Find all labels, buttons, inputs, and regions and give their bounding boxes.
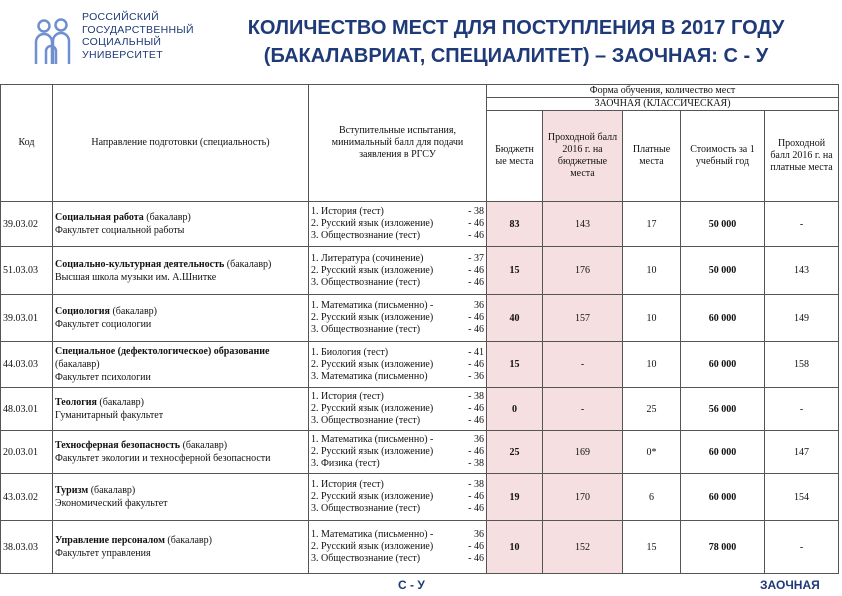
cell-budget: 25	[487, 431, 543, 474]
header-form: Форма обучения, количество мест	[487, 85, 839, 98]
exam-subject: 2. Русский язык (изложение)	[311, 358, 434, 370]
cell-direction	[53, 342, 309, 388]
cell-exams	[309, 247, 487, 295]
exam-score: - 38	[468, 479, 484, 490]
cell-exams	[309, 474, 487, 521]
exam-subject: 1. Математика (письменно) -	[311, 529, 434, 540]
faculty-name: Факультет управления	[55, 548, 151, 559]
cell-budget: 83	[487, 202, 543, 247]
header-budget: Бюджетн ые места	[487, 111, 543, 202]
cell-paid: 17	[623, 202, 681, 247]
page-title	[196, 14, 836, 70]
exam-line	[311, 230, 484, 242]
exam-score: - 38	[468, 458, 484, 469]
exam-line	[311, 265, 484, 277]
exam-subject: 3. Обществознание (тест)	[311, 324, 421, 335]
exam-subject: 2. Русский язык (изложение)	[311, 446, 434, 457]
exam-subject: 3. Математика (письменно)	[311, 370, 428, 382]
exam-subject: 2. Русский язык (изложение)	[311, 403, 434, 414]
exam-line	[311, 529, 484, 541]
cell-code: 20.03.01	[1, 431, 53, 474]
exam-line	[311, 391, 484, 403]
exam-subject: 2. Русский язык (изложение)	[311, 218, 434, 229]
header-code: Код	[1, 85, 53, 202]
footer-range: С - У	[398, 578, 425, 592]
direction-name: Теология	[55, 397, 97, 408]
exam-subject: 1. Математика (письменно) -	[311, 434, 434, 445]
cell-code: 44.03.03	[1, 342, 53, 388]
cell-pass-paid: 143	[765, 247, 839, 295]
cell-direction	[53, 295, 309, 342]
cell-code: 38.03.03	[1, 521, 53, 574]
exam-line	[311, 458, 484, 470]
cell-direction	[53, 521, 309, 574]
exam-score: - 36	[468, 370, 484, 382]
exam-subject: 3. Обществознание (тест)	[311, 230, 421, 241]
logo-line: ГОСУДАРСТВЕННЫЙ	[82, 23, 194, 36]
table-row	[1, 247, 839, 295]
logo-figures-icon	[32, 18, 76, 70]
cell-paid: 10	[623, 295, 681, 342]
logo-text	[82, 11, 194, 61]
logo-line: УНИВЕРСИТЕТ	[82, 48, 163, 61]
cell-exams	[309, 202, 487, 247]
faculty-name: Высшая школа музыки им. А.Шнитке	[55, 271, 217, 283]
exam-line	[311, 553, 484, 565]
direction-title	[55, 484, 306, 497]
cell-cost: 50 000	[681, 247, 765, 295]
cell-exams	[309, 388, 487, 431]
table-row	[1, 202, 839, 247]
table-row	[1, 342, 839, 388]
exam-line	[311, 206, 484, 218]
cell-pass-paid: 149	[765, 295, 839, 342]
cell-code: 51.03.03	[1, 247, 53, 295]
exam-line	[311, 300, 484, 312]
exam-subject: 3. Обществознание (тест)	[311, 276, 421, 288]
table-row	[1, 388, 839, 431]
exam-line	[311, 312, 484, 324]
exam-line	[311, 491, 484, 503]
cell-exams	[309, 431, 487, 474]
exam-score: - 46	[468, 446, 484, 457]
exam-subject: 1. История (тест)	[311, 391, 384, 402]
cell-paid: 6	[623, 474, 681, 521]
faculty-name: Факультет социальной работы	[55, 225, 185, 236]
direction-title	[55, 258, 306, 271]
cell-paid: 15	[623, 521, 681, 574]
exam-line	[311, 277, 484, 289]
cell-direction	[53, 431, 309, 474]
exam-score: 36	[474, 434, 484, 445]
cell-budget: 40	[487, 295, 543, 342]
exam-line	[311, 446, 484, 458]
direction-level: (бакалавр)	[224, 258, 272, 270]
cell-budget: 15	[487, 342, 543, 388]
exam-line	[311, 403, 484, 415]
cell-direction	[53, 247, 309, 295]
cell-code: 43.03.02	[1, 474, 53, 521]
direction-level: (бакалавр)	[88, 485, 136, 496]
cell-pass-budget: 170	[543, 474, 623, 521]
cell-budget: 15	[487, 247, 543, 295]
exam-score: - 46	[468, 358, 484, 370]
exam-score: - 38	[468, 206, 484, 217]
direction-name: Туризм	[55, 485, 89, 496]
title-line-1: КОЛИЧЕСТВО МЕСТ ДЛЯ ПОСТУПЛЕНИЯ В 2017 ГОДУ	[247, 17, 785, 39]
exam-subject: 2. Русский язык (изложение)	[311, 541, 434, 552]
cell-pass-paid: -	[765, 202, 839, 247]
cell-code: 39.03.01	[1, 295, 53, 342]
cell-paid: 10	[623, 342, 681, 388]
university-logo	[32, 8, 212, 80]
exam-line	[311, 359, 484, 371]
direction-title	[55, 439, 306, 452]
exam-line	[311, 218, 484, 230]
cell-code: 39.03.02	[1, 202, 53, 247]
cell-paid: 10	[623, 247, 681, 295]
table-row	[1, 474, 839, 521]
header-mode: ЗАОЧНАЯ (КЛАССИЧЕСКАЯ)	[487, 98, 839, 111]
cell-pass-budget: -	[543, 342, 623, 388]
exam-subject: 1. Литература (сочинение)	[311, 252, 424, 264]
direction-title	[55, 305, 306, 318]
cell-pass-paid: 147	[765, 431, 839, 474]
faculty-name: Экономический факультет	[55, 498, 168, 509]
exam-subject: 2. Русский язык (изложение)	[311, 264, 434, 276]
cell-code: 48.03.01	[1, 388, 53, 431]
table-row	[1, 431, 839, 474]
exam-line	[311, 503, 484, 515]
cell-pass-paid: -	[765, 388, 839, 431]
exam-score: - 46	[468, 230, 484, 241]
exam-line	[311, 434, 484, 446]
header-cost: Стоимость за 1 учебный год	[681, 111, 765, 202]
faculty-name: Факультет психологии	[55, 372, 151, 383]
exam-subject: 3. Физика (тест)	[311, 458, 380, 469]
exam-subject: 3. Обществознание (тест)	[311, 553, 421, 564]
exam-line	[311, 479, 484, 491]
exam-line	[311, 347, 484, 359]
cell-cost: 60 000	[681, 431, 765, 474]
cell-pass-budget: 176	[543, 247, 623, 295]
cell-budget: 0	[487, 388, 543, 431]
exam-subject: 3. Обществознание (тест)	[311, 503, 421, 514]
exam-subject: 2. Русский язык (изложение)	[311, 491, 434, 502]
cell-direction	[53, 202, 309, 247]
header-exams: Вступительные испытания, минимальный балл для подачи заявления в РГСУ	[309, 85, 487, 202]
exam-subject: 1. История (тест)	[311, 206, 384, 217]
exam-score: - 46	[468, 264, 484, 276]
direction-level: (бакалавр)	[96, 397, 144, 408]
faculty-name: Факультет экологии и техносферной безопасности	[55, 453, 271, 464]
direction-level: (бакалавр)	[143, 212, 191, 223]
direction-name: Специальное (дефектологическое) образование	[55, 346, 270, 357]
title-line-2: (БАКАЛАВРИАТ, СПЕЦИАЛИТЕТ) – ЗАОЧНАЯ: С - У	[263, 45, 769, 67]
header-paid: Платные места	[623, 111, 681, 202]
cell-cost: 60 000	[681, 295, 765, 342]
direction-title	[55, 534, 306, 547]
direction-name: Социальная работа	[55, 212, 144, 223]
direction-name: Управление персоналом	[55, 535, 165, 546]
exam-score: - 46	[468, 276, 484, 288]
direction-name: Техносферная безопасность	[55, 440, 181, 451]
exam-subject: 1. История (тест)	[311, 479, 384, 490]
cell-pass-paid: 158	[765, 342, 839, 388]
exam-subject: 2. Русский язык (изложение)	[311, 312, 434, 323]
cell-pass-budget: 169	[543, 431, 623, 474]
direction-name: Социально-культурная деятельность	[55, 258, 225, 270]
cell-direction	[53, 388, 309, 431]
cell-paid: 25	[623, 388, 681, 431]
cell-budget: 19	[487, 474, 543, 521]
exam-score: - 46	[468, 541, 484, 552]
admission-table	[0, 84, 839, 574]
header-pass-budget: Проходной балл 2016 г. на бюджетные места	[543, 111, 623, 202]
exam-score: - 46	[468, 503, 484, 514]
direction-level: (бакалавр)	[180, 440, 228, 451]
cell-cost: 60 000	[681, 474, 765, 521]
exam-score: - 46	[468, 324, 484, 335]
exam-score: 36	[474, 300, 484, 311]
exam-score: - 46	[468, 218, 484, 229]
exam-score: - 37	[468, 252, 484, 264]
exam-subject: 3. Обществознание (тест)	[311, 415, 421, 426]
faculty-name: Гуманитарный факультет	[55, 410, 164, 421]
cell-pass-paid: 154	[765, 474, 839, 521]
logo-line: СОЦИАЛЬНЫЙ	[82, 36, 162, 48]
cell-pass-paid: -	[765, 521, 839, 574]
direction-name: Социология	[55, 306, 110, 317]
exam-score: - 46	[468, 403, 484, 414]
header-direction: Направление подготовки (специальность)	[53, 85, 309, 202]
table-row	[1, 521, 839, 574]
cell-budget: 10	[487, 521, 543, 574]
exam-line	[311, 324, 484, 336]
direction-title	[55, 396, 306, 409]
header-pass-paid: Проходной балл 2016 г. на платные места	[765, 111, 839, 202]
table-row	[1, 295, 839, 342]
faculty-name: Факультет социологии	[55, 319, 152, 330]
direction-title	[55, 345, 306, 371]
cell-cost: 60 000	[681, 342, 765, 388]
cell-cost: 56 000	[681, 388, 765, 431]
exam-score: - 41	[468, 346, 484, 358]
footer-form: ЗАОЧНАЯ	[760, 578, 820, 592]
exam-score: - 38	[468, 391, 484, 402]
cell-cost: 78 000	[681, 521, 765, 574]
exam-score: - 46	[468, 415, 484, 426]
exam-line	[311, 371, 484, 383]
cell-pass-budget: -	[543, 388, 623, 431]
exam-subject: 1. Математика (письменно) -	[311, 300, 434, 311]
cell-exams	[309, 521, 487, 574]
cell-cost: 50 000	[681, 202, 765, 247]
cell-exams	[309, 342, 487, 388]
exam-line	[311, 253, 484, 265]
exam-score: 36	[474, 529, 484, 540]
logo-line: РОССИЙСКИЙ	[82, 11, 159, 23]
cell-paid: 0*	[623, 431, 681, 474]
direction-level: (бакалавр)	[55, 359, 100, 370]
cell-pass-budget: 152	[543, 521, 623, 574]
cell-exams	[309, 295, 487, 342]
direction-level: (бакалавр)	[164, 535, 212, 546]
cell-pass-budget: 143	[543, 202, 623, 247]
cell-direction	[53, 474, 309, 521]
direction-level: (бакалавр)	[109, 306, 158, 317]
exam-score: - 46	[468, 553, 484, 564]
exam-score: - 46	[468, 312, 484, 323]
cell-pass-budget: 157	[543, 295, 623, 342]
exam-line	[311, 415, 484, 427]
exam-line	[311, 541, 484, 553]
exam-score: - 46	[468, 491, 484, 502]
direction-title	[55, 211, 306, 224]
exam-subject: 1. Биология (тест)	[311, 346, 389, 358]
